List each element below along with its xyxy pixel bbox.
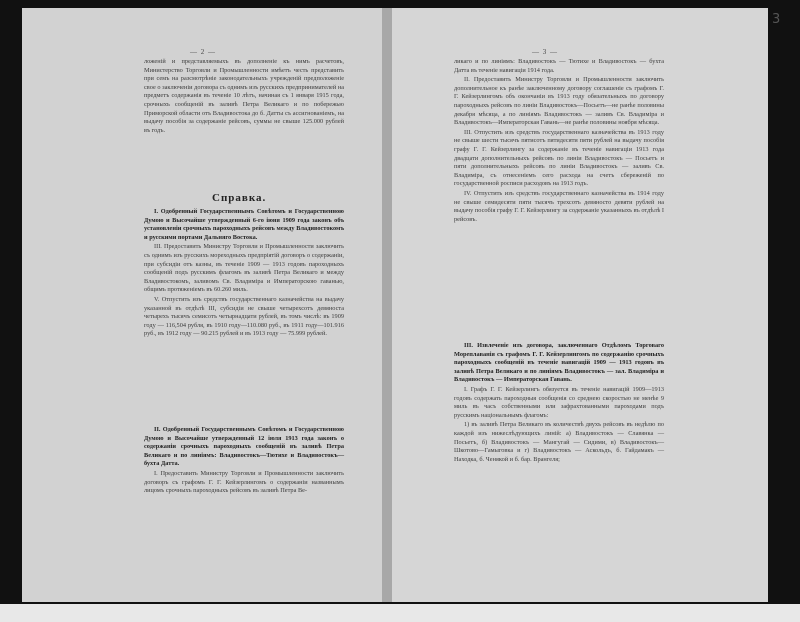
section2-paragraph: I. Предоставить Министру Торговли и Промышленности заключить договоръ съ графомъ Г. Г. Кейзерлингомъ о содержанiи названнымъ лицомъ срочныхъ пароходныхъ рейсовъ въ заливѣ Петра Ве- — [144, 469, 344, 495]
right-paragraph: IV. Отпустить изъ средствъ государственнаго казначейства въ 1914 году не свыше семидесяти пяти тысячъ трехсотъ девяносто девяти рублей на выдачу пособiя графу Г. Г. Кейзерлингу за содержанiе указанныхъ въ отдѣлѣ I рейсовъ. — [454, 189, 664, 223]
right-paragraph: III. Отпустить изъ средствъ государственнаго казначейства въ 1913 году не свыше шести тысячъ пятисотъ пятидесяти пяти рублей на выдачу пособiя графу Г. Г. Кейзерлингу за содержанiе въ теченiе навигацiи 1913 года двадцати дополнительныхъ рейсовъ по линiи Владивостокъ — Посьетъ и пяти дополнительныхъ рейсовъ по линiи Владивостокъ — заливъ Св. Владимiра, съ отнесенiемъ сего расхода на счетъ сбереженiй по государственной росписи расходовъ на 1913 годъ. — [454, 128, 664, 188]
heading-spravka: Справка. — [212, 192, 267, 204]
section1-paragraph: III. Предоставить Министру Торговли и Промышленности заключить съ однимъ изъ русскихъ мореходныхъ предпрiятiй договоръ о содержанiи, при субсидiи отъ казны, въ теченiе 1909 — 1913 годовъ пароходныхъ сообщенiй подъ русскимъ флагомъ въ заливѣ Петра Великаго и между Владивостокомъ, заливомъ Св. Владимiра и Императорскою гаванью, общимъ протяженiемъ въ 60.260 миль. — [144, 243, 344, 294]
sheet-number: 3 — [772, 12, 781, 27]
section1-paragraph: V. Отпустить изъ средствъ государственнаго казначейства на выдачу указанной въ отдѣлѣ III, субсидiи не свыше четырехсотъ девяноста четырехъ тысячъ семисотъ четырнадцати рублей, въ томъ числѣ: въ 1909 году — 116,504 рубля, въ 1910 году—110.080 руб., въ 1911 году—101.916 руб., въ 1912 году — 90.215 рублей и въ 1913 году — 75.999 рублей. — [144, 295, 344, 338]
page-gutter — [382, 8, 392, 602]
scan-bottom-strip — [0, 604, 800, 622]
section2-title: II. Одобренный Государственнымъ Совѣтомъ и Государственною Думою и Высочайше утвержденный 12 iюля 1913 года законъ о содержанiи срочныхъ пароходныхъ сообщенiй въ заливѣ Петра Великаго и по линiямъ: Владивостокъ—Тютихе и Владивостокъ—бухта Датта. — [144, 426, 344, 468]
section3-paragraph: 1) въ заливѣ Петра Великаго въ количествѣ двухъ рейсовъ въ недѣлю по каждой изъ нижеслѣдующихъ линiй: а) Владивостокъ — Славянка — Посьетъ, б) Владивостокъ — Мангугай — Сидими, в) Владивостокъ—Шкотово—Гамыговка и г) Владивостокъ — Аскольдъ, б. Гайдамакъ — Находка, б. Ченякой и б. бар. Врангеля; — [454, 421, 664, 463]
left-page — [22, 8, 382, 602]
right-page-number: — 3 — — [532, 48, 558, 56]
left-top-text — [144, 58, 344, 136]
right-section3 — [454, 342, 664, 465]
left-section1 — [144, 208, 344, 340]
left-page-number: — 2 — — [190, 48, 216, 56]
right-main-text — [454, 58, 664, 225]
section3-title: III. Извлеченiе изъ договора, заключеннаго Отдѣломъ Торговаго Мореплаванiя съ графомъ Г. Г. Кейзерлингомъ по содержанiю срочныхъ пароходныхъ сообщенiй въ теченiе навигацiй 1909 — 1913 годовъ въ заливѣ Петра Великаго и по линiямъ Владивостокъ — зал. Владимiра и Владивостокъ — Императорская Гавань. — [454, 342, 664, 384]
left-section2 — [144, 426, 344, 497]
left-top-paragraph: ложенiй и представляемыхъ въ дополненiе къ нимъ расчетовъ, Министерство Торговли и Промышленности имѣетъ честь представить при семъ на разсмотрѣнiе законодательныхъ учрежденiй предположенiе свое о заключенiи договора съ однимъ изъ русскихъ предпринимателей на предметъ содержанiя въ теченiе 10 лѣтъ, начиная съ 1 января 1915 года, срочныхъ сообщенiй въ заливѣ Петра Великаго и по побережью Приморской области отъ Владивостока до б. Датты съ ассигнованiемъ, на выдачу пособiя за содержанiе рейсовъ, суммы не свыше 125.000 рублей въ годъ. — [144, 58, 344, 134]
right-page — [392, 8, 768, 602]
section1-title: I. Одобренный Государственнымъ Совѣтомъ и Государственною Думою и Высочайше утвержденный 6-го iюня 1909 года законъ объ установленiи срочныхъ пароходныхъ рейсовъ между Владивостокомъ и русскими портами Дальняго Востока. — [144, 208, 344, 241]
right-paragraph: II. Предоставить Министру Торговли и Промышленности заключить дополнительное къ ранѣе заключенному договору соглашенiе съ графомъ Г. Г. Кейзерлингомъ объ окончанiи въ 1913 году обязательныхъ по договору пароходныхъ рейсовъ по линiи Владивостокъ—Посьетъ—не ранѣе половины декабря мѣсяца, а по линiямъ Владивостокъ — заливъ Св. Владимiра и Владивостокъ—Императорская Гавань—не ранѣе половины ноября мѣсяца. — [454, 76, 664, 127]
section3-paragraph: I. Графъ Г. Г. Кейзерлингъ обязуется въ теченiе навигацiй 1909—1913 годовъ содержать пароходныя сообщенiя со среднею скоростью не менѣе 9 миль въ часъ собственными или зафрахтованными пароходами подъ русскимъ нацiональнымъ флагомъ: — [454, 385, 664, 419]
right-paragraph: ликаго и по линiямъ: Владивостокъ — Тютихе и Владивостокъ — бухта Датта въ теченiе навигацiи 1914 года. — [454, 58, 664, 74]
